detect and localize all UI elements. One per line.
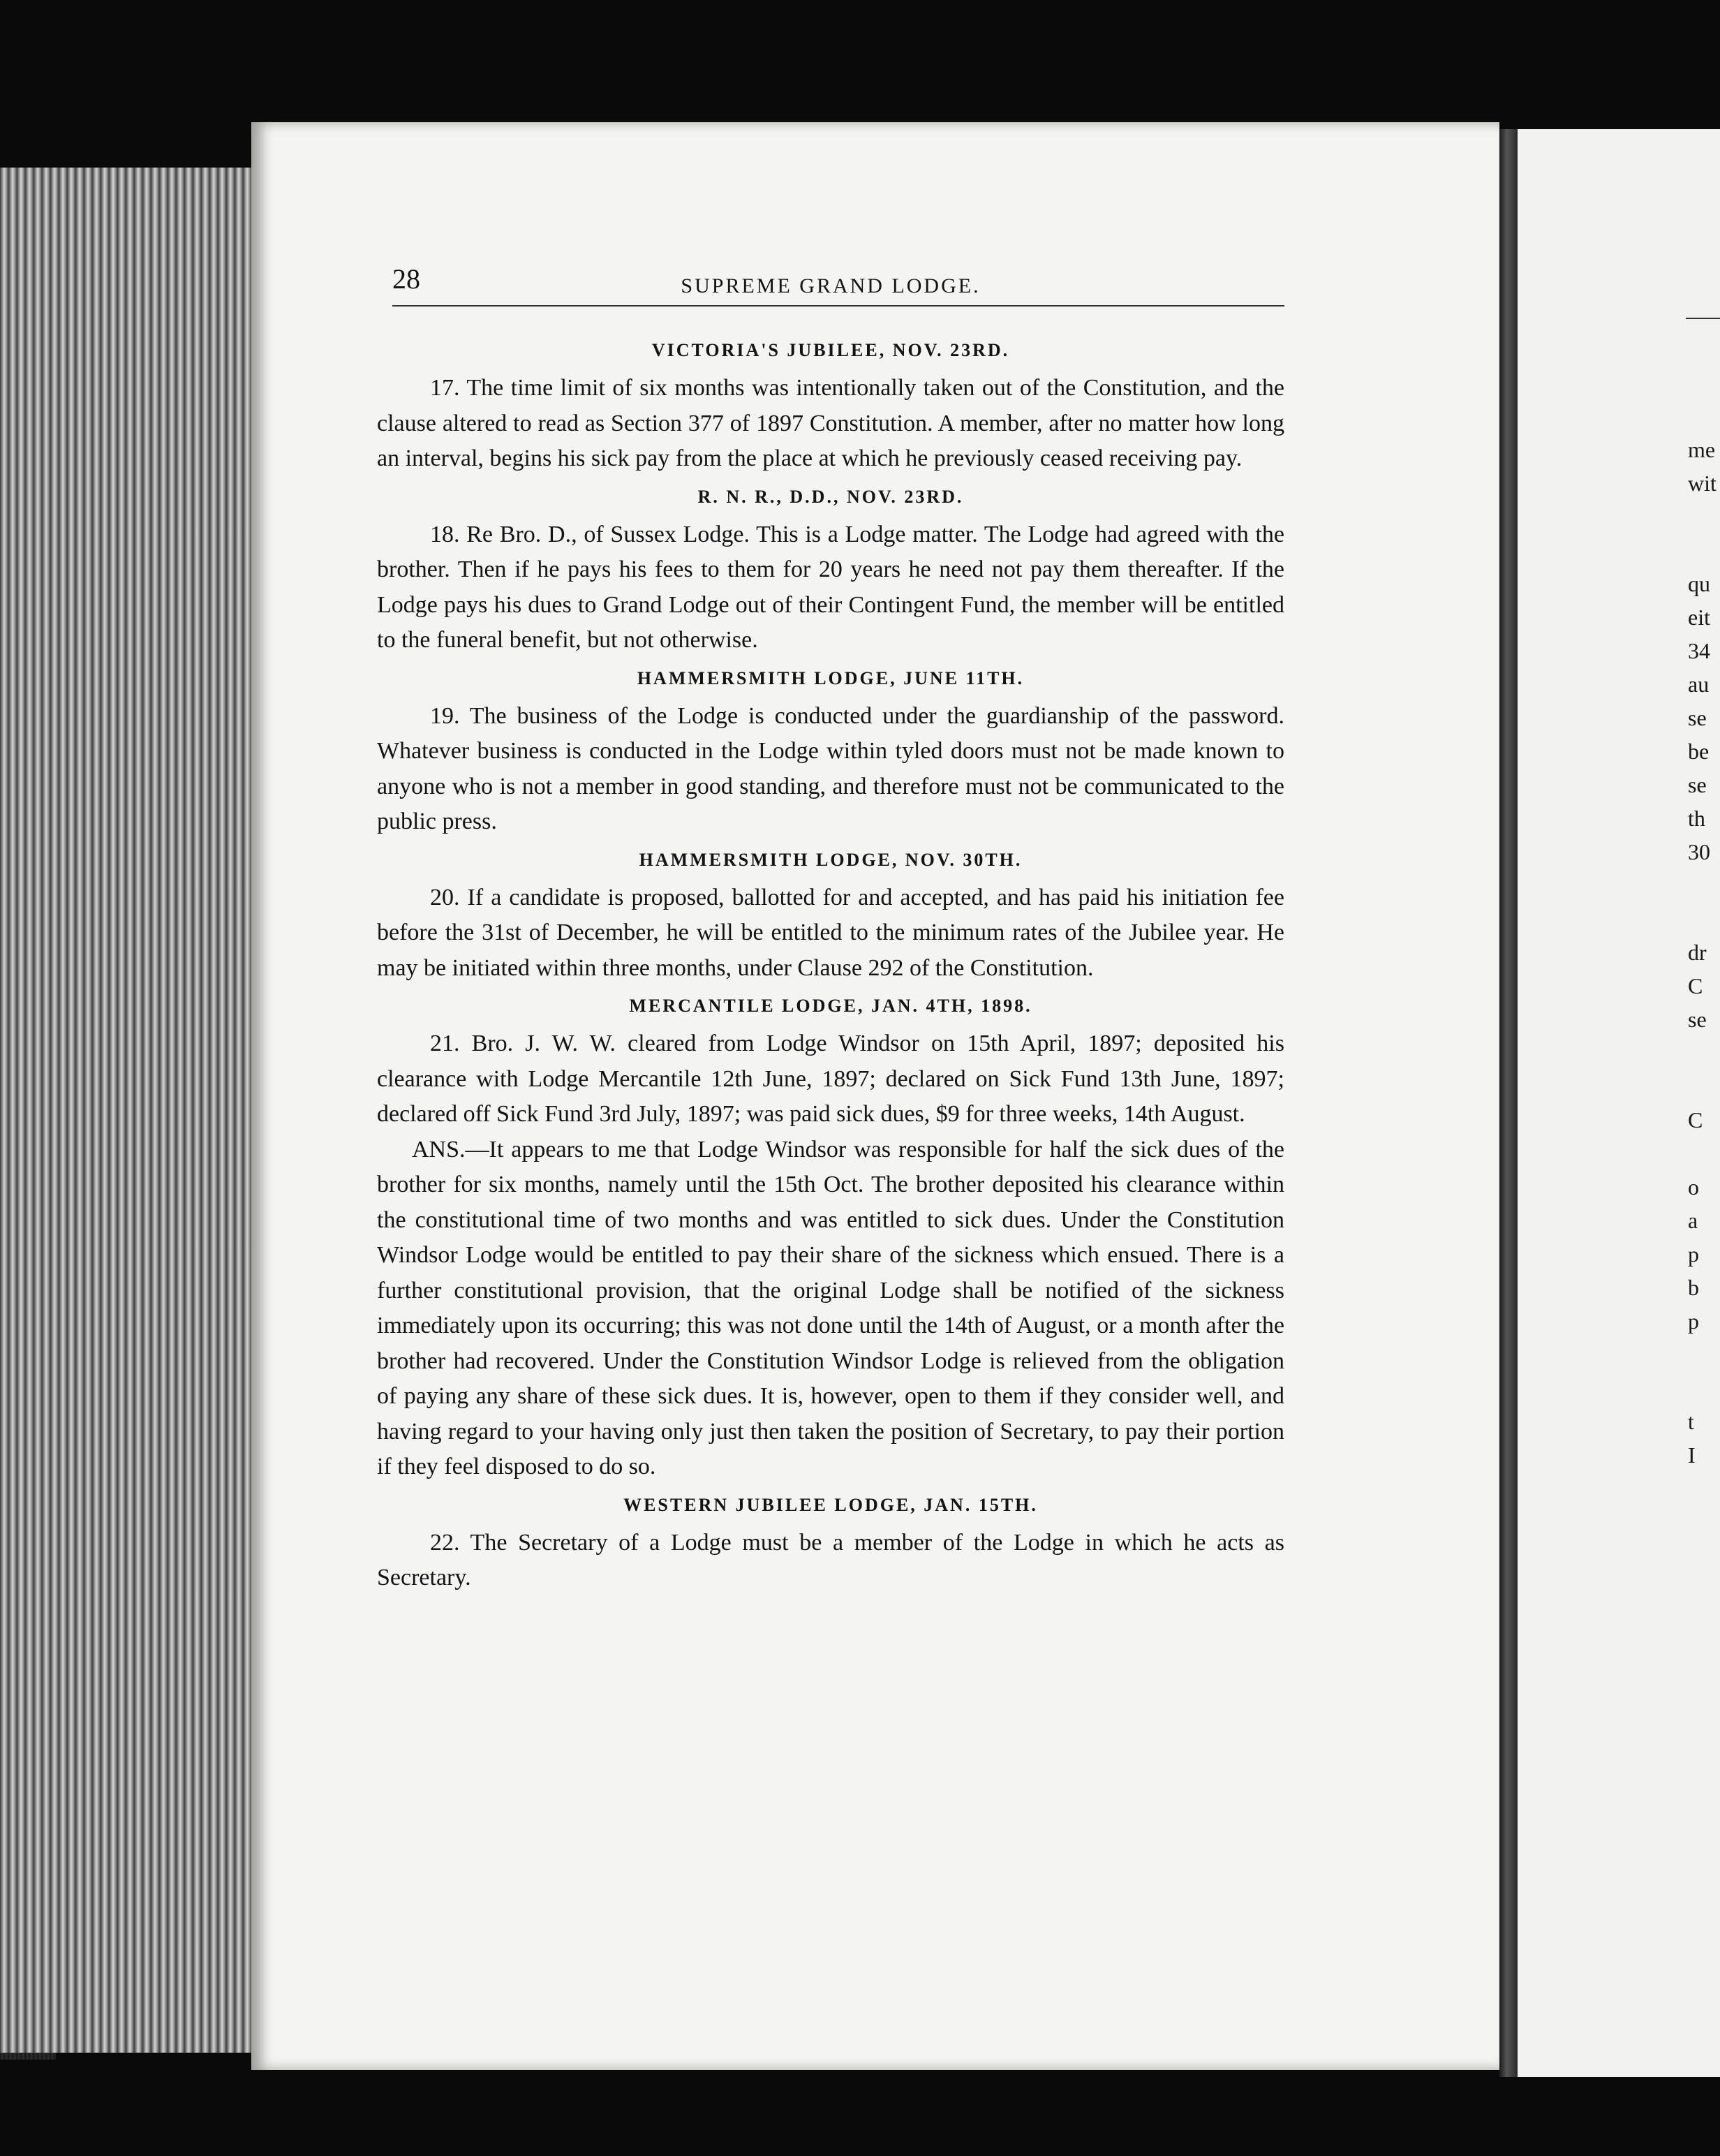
- right-fragment-line: se: [1688, 772, 1707, 797]
- right-fragment-line: [1688, 902, 1717, 936]
- section: [377, 658, 1284, 840]
- section: [377, 1485, 1284, 1596]
- right-fragment-line: be: [1688, 739, 1710, 764]
- book-gutter: [1499, 129, 1518, 2077]
- right-fragment-line: [1688, 500, 1717, 533]
- ruling-paragraph: 19. The business of the Lodge is conducted under the guardianship of the password. Whatever business is conducted in the Lodge within tyled doors must not be made known to anyone who is not a member in good standing, and therefore must not be communicated to the public press.: [377, 702, 1284, 834]
- right-fragment-line: p: [1688, 1241, 1699, 1267]
- right-fragment-line: se: [1688, 1007, 1707, 1032]
- right-fragment-line: au: [1688, 672, 1710, 697]
- ruling-paragraph: 17. The time limit of six months was intentionally taken out of the Constitution, and the clause altered to read as Section 377 of 1897 Constitution. A member, after no matter how long an interval, begins his sick pay from the place at which he previously ceased receiving pay.: [377, 375, 1284, 471]
- page-content: [377, 262, 1284, 1596]
- section-heading: VICTORIA'S JUBILEE, NOV. 23RD.: [651, 340, 1010, 360]
- right-fragment-line: [1688, 1070, 1717, 1103]
- right-fragment-line: 30: [1688, 839, 1710, 864]
- right-page-text-fragments: [1688, 433, 1717, 1472]
- right-fragment-line: [1688, 533, 1717, 567]
- right-fragment-line: [1688, 1338, 1717, 1371]
- ruling-paragraph: 20. If a candidate is proposed, ballotted for and accepted, and has paid his initiation fee before the 31st of December, he will be entitled to the minimum rates of the Jubilee year. He may be initiated within three months, under Clause 292 of the Constitution.: [377, 884, 1284, 981]
- page-number: 28: [392, 263, 420, 295]
- page-stack-edge: [0, 168, 251, 2053]
- ruling-paragraph: 21. Bro. J. W. W. cleared from Lodge Windsor on 15th April, 1897; deposited his clearance with Lodge Mercantile 12th June, 1897; declared on Sick Fund 13th June, 1897; declared off Sick Fund 3rd July, 1897; was paid sick dues, $9 for three weeks, 14th August.: [377, 1031, 1284, 1127]
- right-fragment-line: qu: [1688, 571, 1710, 596]
- right-fragment-line: [1688, 1137, 1717, 1170]
- section-heading: MERCANTILE LODGE, JAN. 4TH, 1898.: [629, 996, 1032, 1016]
- page-header: [377, 262, 1284, 305]
- right-fragment-line: wit: [1688, 471, 1717, 496]
- right-fragment-line: th: [1688, 806, 1705, 831]
- right-fragment-line: t: [1688, 1409, 1694, 1434]
- right-fragment-line: C: [1688, 1107, 1703, 1132]
- section: [377, 840, 1284, 987]
- right-fragment-line: me: [1688, 437, 1716, 462]
- header-rule: [392, 305, 1284, 307]
- right-fragment-line: p: [1688, 1308, 1699, 1334]
- right-fragment-line: [1688, 869, 1717, 902]
- section: [377, 986, 1284, 1485]
- section-heading: R. N. R., D.D., NOV. 23RD.: [697, 486, 964, 507]
- right-fragment-line: [1688, 1036, 1717, 1070]
- ruling-paragraph: 18. Re Bro. D., of Sussex Lodge. This is a Lodge matter. The Lodge had agreed with the brother. Then if he pays his fees to them for 20 years he need not pay them thereafter. If the Lodge pays his dues to Grand Lodge out of their Contingent Fund, the member will be entitled to the funeral benefit, but not otherwise.: [377, 521, 1284, 653]
- section-heading: WESTERN JUBILEE LODGE, JAN. 15TH.: [623, 1494, 1038, 1515]
- running-head: SUPREME GRAND LODGE.: [681, 274, 981, 297]
- right-fragment-line: C: [1688, 973, 1703, 998]
- right-fragment-line: b: [1688, 1275, 1699, 1300]
- right-fragment-line: [1688, 1371, 1717, 1405]
- section-heading: HAMMERSMITH LODGE, NOV. 30TH.: [639, 849, 1023, 870]
- section: [377, 330, 1284, 477]
- right-fragment-line: se: [1688, 705, 1707, 730]
- section: [377, 477, 1284, 658]
- ruling-paragraph: 22. The Secretary of a Lodge must be a member of the Lodge in which he acts as Secretary.: [377, 1529, 1284, 1590]
- right-fragment-line: a: [1688, 1208, 1698, 1233]
- right-fragment-line: I: [1688, 1442, 1696, 1468]
- right-fragment-line: 34: [1688, 638, 1710, 663]
- right-page-header-rule: [1686, 318, 1720, 319]
- section-heading: HAMMERSMITH LODGE, JUNE 11TH.: [637, 667, 1025, 688]
- right-fragment-line: eit: [1688, 605, 1710, 630]
- right-fragment-line: o: [1688, 1174, 1699, 1199]
- answer-paragraph: ANS.—It appears to me that Lodge Windsor was responsible for half the sick dues of the brother for six months, namely until the 15th Oct. The brother deposited his clearance within the constitutional time of two months and was entitled to sick dues. Under the Constitution Windsor Lodge would be entitled to pay their share of the sickness which ensued. There is a further constitutional provision, that the original Lodge shall be notified of the sickness immediately upon its occurring; this was not done until the 14th of August, or a month after the brother had recovered. Under the Constitution Windsor Lodge is relieved from the obligation of paying any share of these sick dues. It is, however, open to them if they consider well, and having regard to your having only just then taken the position of Secretary, to pay their portion if they feel disposed to do so.: [377, 1136, 1284, 1479]
- right-fragment-line: dr: [1688, 940, 1707, 965]
